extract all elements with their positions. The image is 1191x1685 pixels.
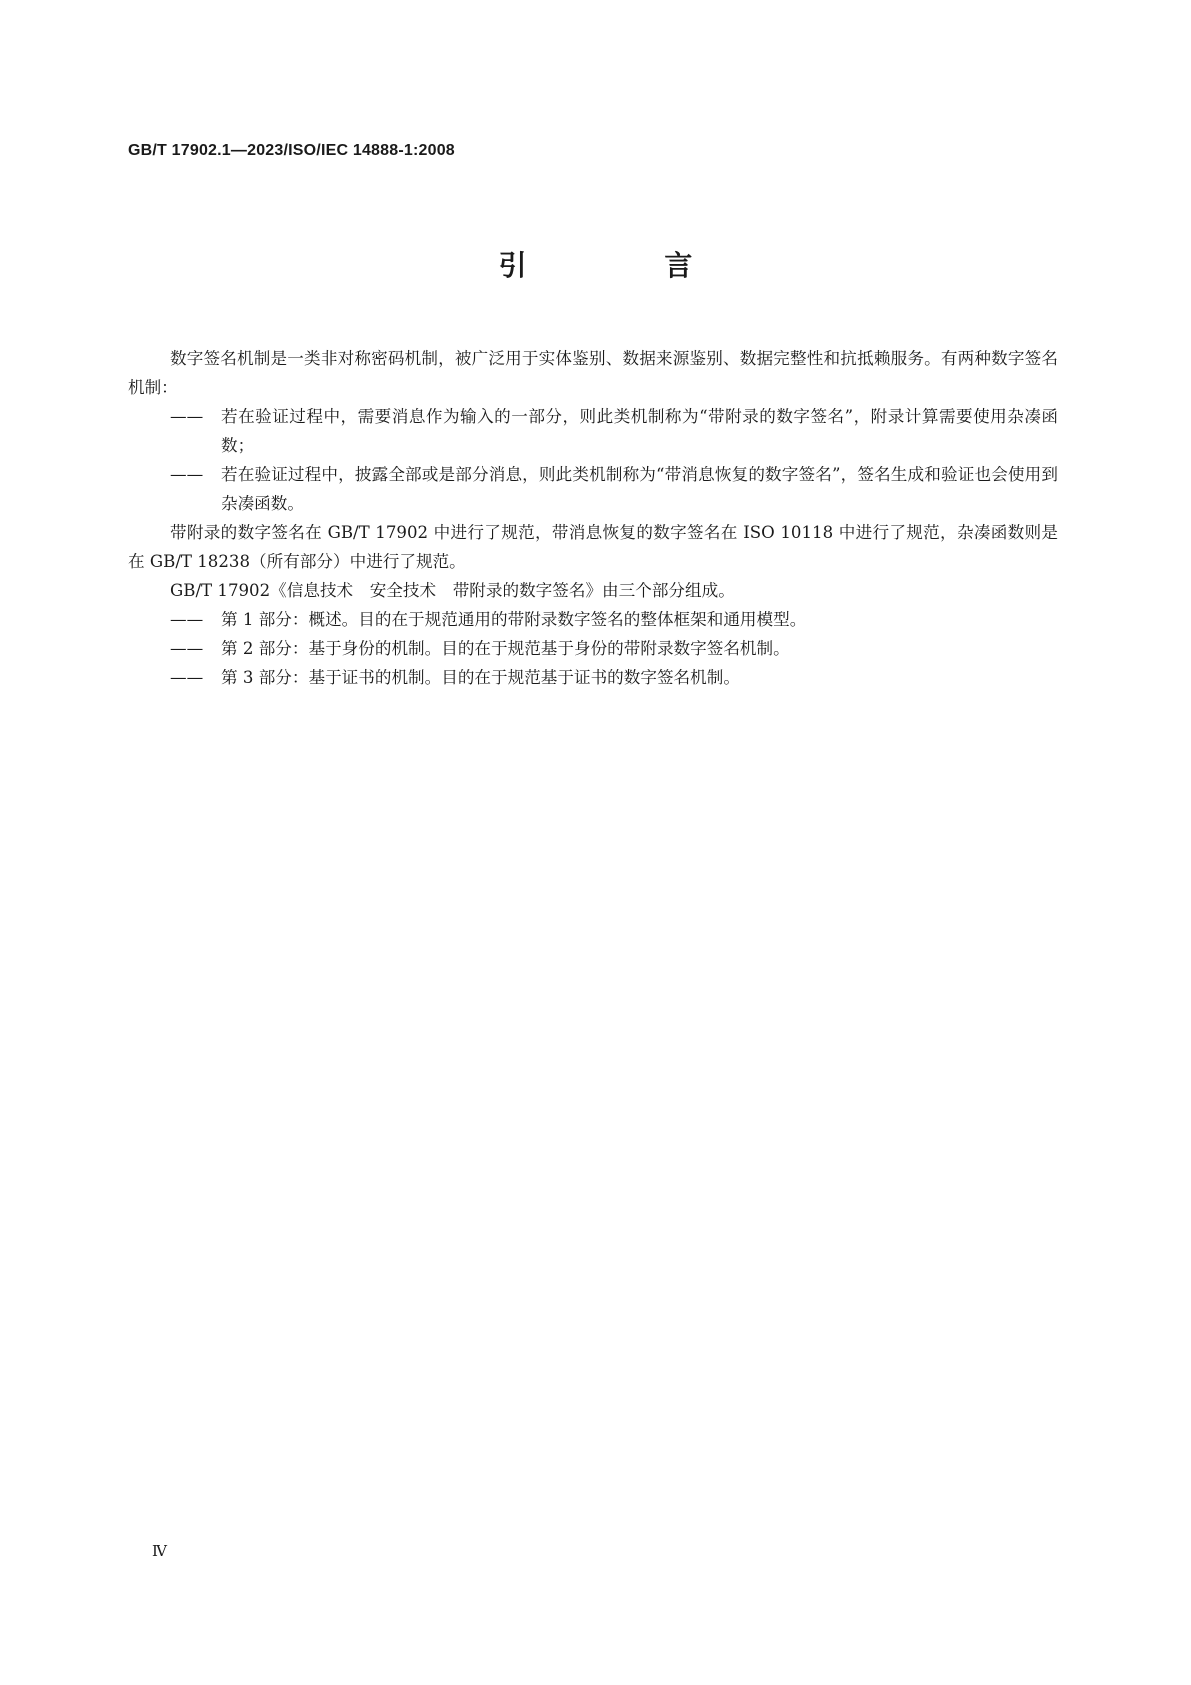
- list-item-text: 若在验证过程中，需要消息作为输入的一部分，则此类机制称为“带附录的数字签名”，附录计算需要使用杂凑函数；: [221, 407, 1058, 455]
- dash-marker: ——: [170, 668, 204, 687]
- dash-marker: ——: [170, 610, 204, 629]
- list-item-text: 第 3 部分：基于证书的机制。目的在于规范基于证书的数字签名机制。: [221, 668, 740, 687]
- paragraph-intro: 数字签名机制是一类非对称密码机制，被广泛用于实体鉴别、数据来源鉴别、数据完整性和抗抵赖服务。有两种数字签名机制：: [128, 349, 1058, 397]
- list-item-text: 第 2 部分：基于身份的机制。目的在于规范基于身份的带附录数字签名机制。: [221, 639, 790, 658]
- list-item-appendix-signature: [128, 402, 1058, 460]
- paragraph-structure: GB/T 17902《信息技术 安全技术 带附录的数字签名》由三个部分组成。: [170, 581, 735, 600]
- list-item-text: 若在验证过程中，披露全部或是部分消息，则此类机制称为“带消息恢复的数字签名”，签名生成和验证也会使用到杂凑函数。: [221, 465, 1058, 513]
- list-item-part-1: [128, 605, 1058, 634]
- introduction-body: [128, 344, 1058, 692]
- list-item-part-2: [128, 634, 1058, 663]
- paragraph-standards: 带附录的数字签名在 GB/T 17902 中进行了规范，带消息恢复的数字签名在 ISO 10118 中进行了规范，杂凑函数则是在 GB/T 18238（所有部分）中进行了规范。: [128, 523, 1058, 571]
- page-number: Ⅳ: [152, 1542, 167, 1560]
- section-title: 引 言: [498, 249, 757, 282]
- list-item-text: 第 1 部分：概述。目的在于规范通用的带附录数字签名的整体框架和通用模型。: [221, 610, 807, 629]
- list-item-recovery-signature: [128, 460, 1058, 518]
- list-item-part-3: [128, 663, 1058, 692]
- dash-marker: ——: [170, 407, 204, 426]
- dash-marker: ——: [170, 465, 204, 484]
- document-code: GB/T 17902.1—2023/ISO/IEC 14888-1:2008: [128, 142, 455, 159]
- dash-marker: ——: [170, 639, 204, 658]
